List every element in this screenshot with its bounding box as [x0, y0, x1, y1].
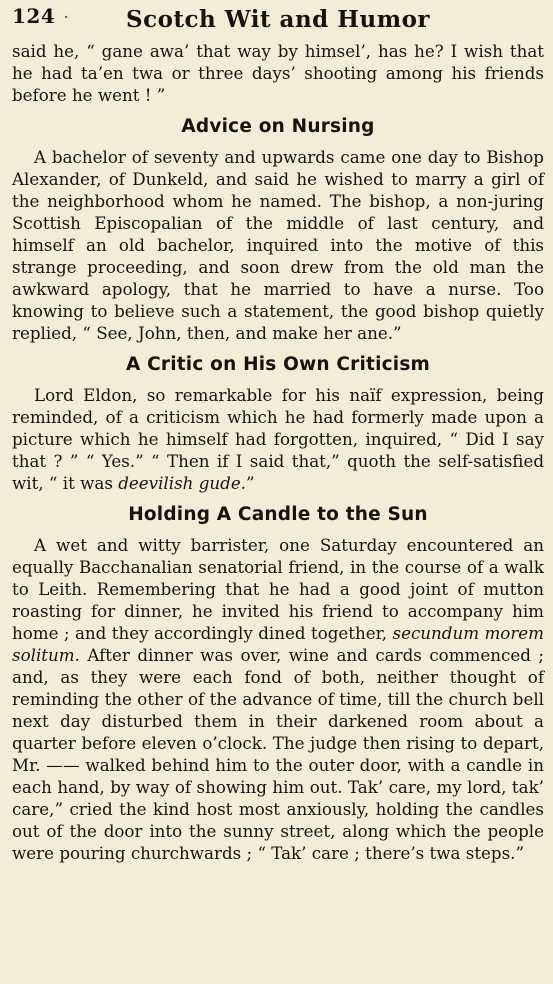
page-number: 124 — [12, 4, 56, 28]
section-paragraph-advice-on-nursing: A bachelor of seventy and upwards came one day to Bishop Alexander, of Dunkeld, and said he wished to marry a girl of the neighborhood whom he named. The bishop, a non-juring Scottish Episcopalian of the middle of last century, and himself an old bachelor, inquired into the motive of this strange proceeding, and soon drew from the old man the awkward apology, that he married to have a nurse. Too knowing to believe such a statement, the good bishop quietly replied, “ See, John, then, and make her ane.” — [12, 147, 544, 343]
section-paragraph-critic-on-criticism — [12, 384, 544, 494]
running-head-separator: · — [63, 7, 69, 28]
running-title: Scotch Wit and Humor — [125, 6, 431, 33]
section-paragraph-holding-a-candle — [12, 534, 544, 864]
paragraph-italic-phrase: secundum morem solitum. — [12, 623, 545, 665]
running-head — [12, 4, 544, 40]
section-title-critic-on-criticism: A Critic on His Own Criticism — [125, 354, 431, 375]
paragraph-text-end: ” — [246, 473, 255, 493]
section-title-holding-a-candle: Holding A Candle to the Sun — [128, 504, 428, 525]
paragraph-italic-phrase: deevilish gude. — [118, 473, 247, 493]
page-body — [12, 40, 544, 864]
section-title-advice-on-nursing: Advice on Nursing — [181, 116, 375, 137]
continuation-paragraph: said he, “ gane awa’ that way by himsel’, has he? I wish that he had ta’en twa or three days’ shooting among his friends before he went ! ” — [12, 41, 544, 105]
paragraph-text-start: Lord Eldon, so remarkable for his naïf expression, being reminded, of a criticism which he had formerly made upon a picture which he himself had forgotten, inquired, “ Did I say that ? ” “ Yes.” “ Then if I said that,” quoth the self-satisfied wit, “ it was — [12, 385, 544, 493]
paragraph-text-start: A wet and witty barrister, one Saturday encountered an equally Bacchanalian senatorial friend, in the course of a walk to Leith. Remembering that he had a good joint of mutton roasting for dinner, he invited his friend to accompany him home ; and they accordingly dined together, — [12, 535, 544, 643]
paragraph-text-end: After dinner was over, wine and cards commenced ; and, as they were each fond of both, neither thought of reminding the other of the advance of time, till the church bell next day disturbed them in their darkened room about a quarter before eleven o’clock. The judge then rising to depart, Mr. —— walked behind him to the outer door, with a candle in each hand, by way of showing him out. Tak’ care, my lord, tak’ care,” cried the kind host most anxiously, holding the candles out of the door into the sunny street, along which the people were pouring churchwards ; “ Tak’ care ; there’s twa steps.” — [12, 645, 544, 863]
